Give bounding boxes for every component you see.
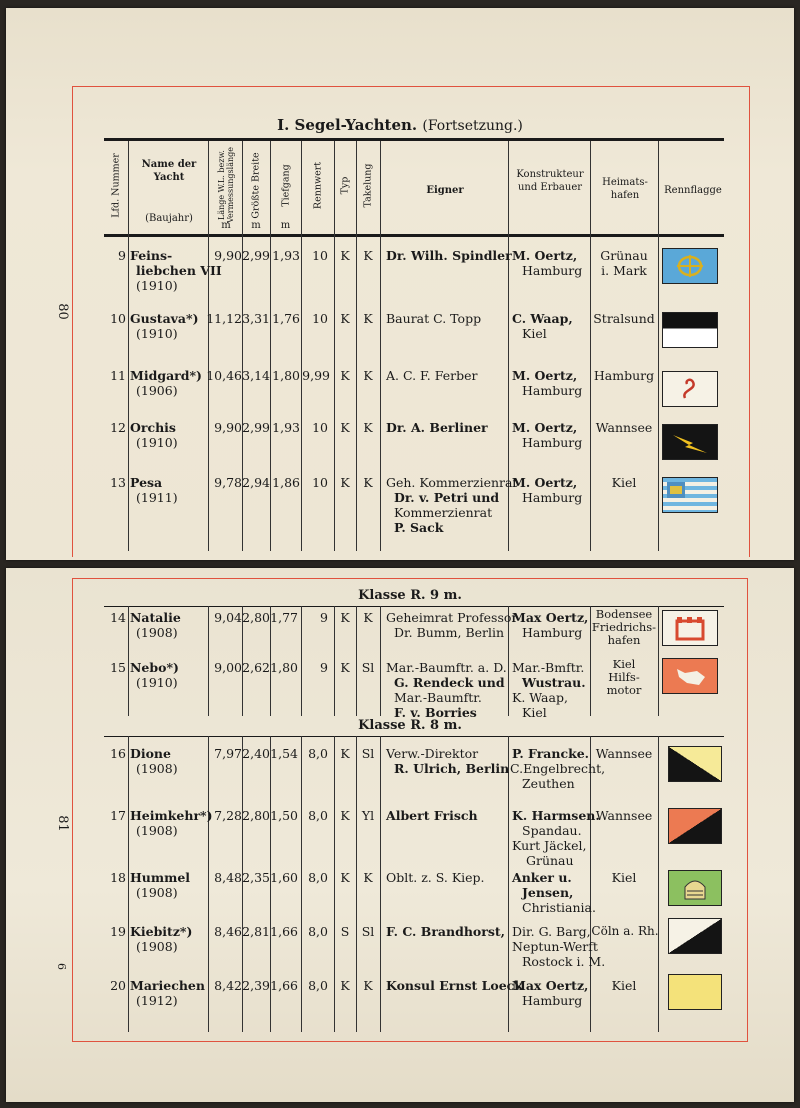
racing-flag xyxy=(668,870,722,906)
header-heimatshafen: Heimats- hafen xyxy=(602,177,648,201)
header-typ: Typ xyxy=(339,176,351,195)
header-laenge: Länge W.L. bezw. Vermessungslänge xyxy=(217,147,235,223)
header-rule-top xyxy=(104,138,724,141)
page-number: 80 xyxy=(54,303,70,320)
racing-flag xyxy=(662,371,718,407)
racing-flag xyxy=(662,658,718,694)
section-heading-8m: Klasse R. 8 m. xyxy=(358,718,462,733)
header-eigner: Eigner xyxy=(426,185,464,196)
header-baujahr: (Baujahr) xyxy=(145,213,193,224)
header-lfd: Lfd. Nummer xyxy=(110,153,122,218)
racing-flag xyxy=(662,312,718,348)
header-name: Name der Yacht xyxy=(141,159,197,183)
signature-mark: 6 xyxy=(55,963,68,970)
racing-flag xyxy=(662,424,718,460)
racing-flag xyxy=(668,974,722,1010)
page-80: 80 I. Segel-Yachten. (Fortsetzung.) Lfd. Nummer Name der Yacht (Baujahr) Länge W.L. bezw. Vermessungslänge Größte Breite Tiefgang m m m Rennwert Typ Takelung Eigner Konstrukteur und Erbauer Heimats- hafen Rennflagge 9 Feins- liebchen VII (1910) 9,90 2,99 1,93 10 K K Dr. Wilh. Spindler M. Oertz, Hamburg Grünau i. Mark 10 Gustava*) (1910) 11,12 3,31 1,76 10 K K Baurat C. Topp C. Waap, Kiel Stralsund 11 Midgard*) (1906) 10,46 3,14 1,80 9,99 K K A. C. F. Ferber M. Oertz, Hamburg Hamburg 12 Orchis (1910) 9,90 2,99 1,93 10 K K Dr. A. Berliner M. Oertz, Hamburg Wannsee 13 Pesa (1911) 9,78 2,94 1,86 10 K K Geh. Kommerzienrat Dr. v. Petri und Kommerzienrat P. Sack M. Oertz, Hamburg Kiel xyxy=(6,8,794,560)
unit-m: m xyxy=(280,220,291,231)
header-tiefgang: Tiefgang xyxy=(280,164,292,207)
page-number: 81 xyxy=(54,815,70,832)
header-takelung: Takelung xyxy=(362,163,374,208)
header-rennwert: Rennwert xyxy=(312,161,324,210)
page-title: I. Segel-Yachten. (Fortsetzung.) xyxy=(277,116,523,134)
section-heading-9m: Klasse R. 9 m. xyxy=(358,588,462,603)
racing-flag xyxy=(668,918,722,954)
page-81: 81 6 Klasse R. 9 m. Klasse R. 8 m. 14 Natalie (1908) 9,04 2,80 1,77 9 K K Geheimrat Professor Dr. Bumm, Berlin Max Oertz, Hamburg Bodensee Friedrichs- hafen 15 Nebo*) (1910) 9,00 2,62 1,80 9 K Sl Mar.-Baumftr. a. D. G. Rendeck und Mar.-Baumftr. F. v. Borries Mar.-Bmftr. Wustrau. K. Waap, Kiel Kiel Hilfs- motor 16 Dione (1908) 7,97 2,40 1,54 8,0 K Sl Verw.-Direktor R. Ulrich, Berlin P. Francke. C.Engelbrecht, Zeuthen Wannsee 17 Heimkehr*) (1908) 7,28 2,80 1,50 8,0 K Yl Albert Frisch K. Harmsen. Spandau. Kurt Jäckel, Grünau Wannsee 18 Hummel (1908) 8,48 2,35 1,60 8,0 K K Oblt. z. S. Kiep. Anker u. Jensen, Christiania. Kiel 19 Kiebitz*) (1908) 8,46 2,81 1,66 8,0 S Sl F. C. Brandhorst, Dir. G. Barg, Neptun-Werft Rostock i. M. Cöln a. Rh. 20 Mariechen (1912) 8,42 2,39 1,66 8,0 K K Konsul Ernst Loeck Max Oertz, Hamburg Kiel xyxy=(6,568,794,1102)
header-breite: Größte Breite xyxy=(250,152,262,219)
racing-flag xyxy=(662,248,718,284)
racing-flag xyxy=(668,746,722,782)
header-rule-bottom xyxy=(104,234,724,237)
header-rennflagge: Rennflagge xyxy=(664,185,722,196)
unit-m: m xyxy=(251,220,261,231)
racing-flag xyxy=(662,610,718,646)
racing-flag xyxy=(662,477,718,513)
unit-m: m xyxy=(221,220,231,231)
racing-flag xyxy=(668,808,722,844)
header-konstrukteur: Konstrukteur und Erbauer xyxy=(516,169,584,193)
